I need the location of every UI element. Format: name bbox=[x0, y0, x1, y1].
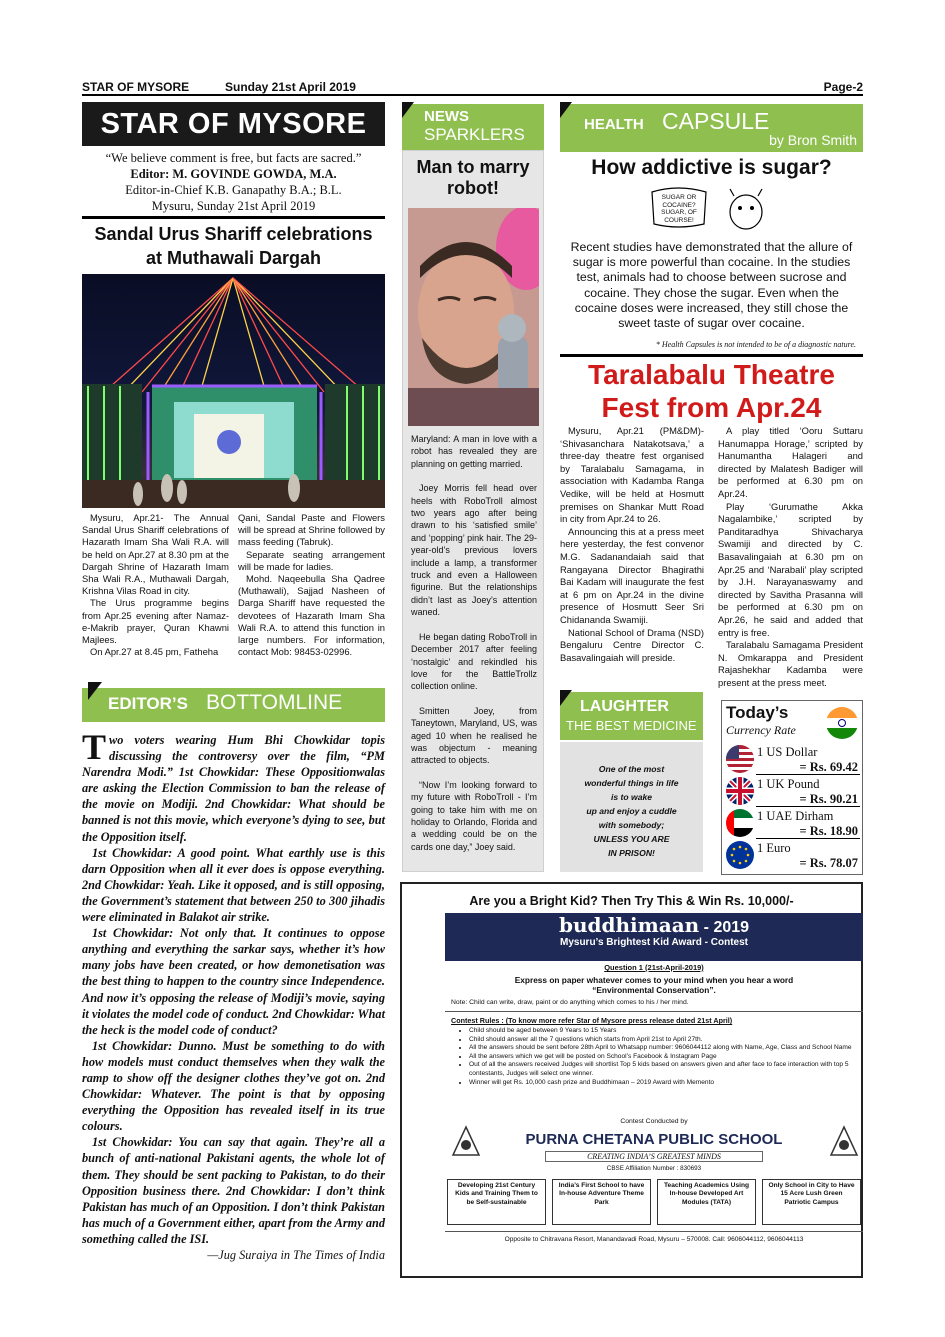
joke-line: is to wake bbox=[610, 792, 653, 802]
ad-question-line: Express on paper whatever comes to your mind when you hear a word bbox=[514, 975, 794, 985]
sandal-paragraph: Qani, Sandal Paste and Flowers will be spread at Shrine followed by mass feeding (Tabruk). bbox=[238, 512, 385, 548]
theatre-paragraph: Play ‘Gurumathe Akka Nagalambike,’ scripted by Panditaradhya Shivacharya Swamiji and directed by C. Basavalingaiah at 6.30 pm on Apr.25 and ‘Narabali’ play scripted by J.H. Narayanaswamy and directed by Savitha Prasanna will be performed at 6.30 pm on Apr.26, he said and added that entry is free. bbox=[718, 500, 863, 638]
masthead-motto: “We believe comment is free, but facts are sacred.” bbox=[105, 151, 362, 165]
masthead-info bbox=[82, 150, 385, 214]
robot-paragraph: Joey Morris fell head over heels with RoboTroll almost two years ago after being drawn to his ‘satisfied smile’ and ‘popping’ pink hair. The 29-year-old’s previous lovers include a lamp, a transformer truck and even a Halloween figurine. But the relationships didn’t last as Joey’s attention waned. bbox=[411, 483, 537, 618]
editors-column-text bbox=[82, 727, 385, 1263]
theatre-headline-line1: Taralabalu Theatre bbox=[588, 359, 835, 390]
corner-mark-icon bbox=[402, 102, 414, 118]
school-feature: Only School in City to Have 15 Acre Lush Green Patriotic Campus bbox=[762, 1179, 861, 1225]
ad-headline: Are you a Bright Kid? Then Try This & Win Rs. 10,000/- bbox=[469, 894, 794, 908]
health-label: HEALTH bbox=[584, 116, 644, 133]
ad-rule: • Child should be aged between 9 Years to 15 Years bbox=[469, 1027, 861, 1036]
ad-note: Note: Child can write, draw, paint or do anything which comes to his / her mind. bbox=[451, 999, 689, 1006]
ad-brand: buddhimaan bbox=[558, 913, 700, 937]
school-feature: India’s First School to have In-house Adventure Theme Park bbox=[552, 1179, 651, 1225]
dargah-illumination-illustration bbox=[82, 274, 385, 508]
uk-flag-icon bbox=[726, 777, 754, 805]
ad-rules-title: Contest Rules : (To know more refer Star of Mysore press release dated 21st April) bbox=[451, 1016, 733, 1025]
ad-conducted-by: Contest Conducted by bbox=[620, 1118, 688, 1125]
sandal-headline-line2: at Muthawali Dargah bbox=[145, 248, 322, 268]
capsule-label: CAPSULE bbox=[662, 108, 770, 134]
editor-paragraph: 1st Chowkidar: Dunno. Must be something to do with how models must conduct themselves when they walk the ramp to show off the designer clothes they’ve got on. 2nd Chowkidar: Whatever. The point is that by opposing everything the Opposition has revealed itself in its true colours. bbox=[82, 1038, 385, 1134]
ad-question-number: Question 1 (21st-April-2019) bbox=[604, 963, 704, 972]
theatre-paragraph: Taralabalu Samagama President N. Omkarappa and President Rajashekhar Kadamba were present at the press meet. bbox=[718, 639, 863, 688]
ad-brand-banner bbox=[445, 913, 863, 961]
editor-credit: —Jug Suraiya in The Times of India bbox=[207, 1248, 385, 1262]
header-date: Sunday 21st April 2019 bbox=[225, 80, 356, 94]
editor-paragraph: 1st Chowkidar: You can say that again. They’re all a bunch of anti-national Pakistani agents, the whole lot of them. They should be sent packing to Pakistan, to do their Opposition business there. 2nd Chowkidar: I don’t think Pakistan has much of an Opposition. I don’t think Pakistan has much of a Government either, apart from the Army and something called the ISI. bbox=[82, 1135, 385, 1246]
bottomline-label: BOTTOMLINE bbox=[206, 691, 343, 714]
robot-article-text bbox=[411, 433, 537, 853]
sandal-paragraph: Mohd. Naqeebulla Sha Qadree (Muthawali), Sajjad Nasheen of Darga Shariff have requested the devotees of Hazarath Imam Sha Wali R.A. to attend this function in large numbers. For information, contact Mob: 98453-02996. bbox=[238, 573, 385, 658]
currency-value: = Rs. 90.21 bbox=[799, 792, 858, 806]
masthead-dateline: Mysuru, Sunday 21st April 2019 bbox=[151, 199, 316, 213]
currency-subtitle: Currency Rate bbox=[726, 723, 796, 737]
ad-rule: • Winner will get Rs. 10,000 cash prize and Buddhimaan – 2019 Award with Memento bbox=[469, 1079, 861, 1088]
robot-headline-line1: Man to marry bbox=[416, 157, 530, 177]
dargah-photo bbox=[82, 274, 385, 508]
currency-title: Today’s bbox=[726, 703, 789, 722]
health-question: How addictive is sugar? bbox=[591, 156, 832, 179]
health-byline: by Bron Smith bbox=[769, 132, 857, 148]
theatre-headline bbox=[560, 358, 863, 424]
header-paper-name: STAR OF MYSORE bbox=[82, 80, 190, 94]
ad-question-line: “Environmental Conservation”. bbox=[592, 985, 716, 995]
ad-rule: • Out of all the answers received Judges will shortlist Top 5 kids based on answers given and after face to face interaction with top 5 contestants, Judges will select one winner. bbox=[469, 1061, 861, 1078]
health-body: Recent studies have demonstrated that the allure of sugar is more powerful than cocaine. In the studies test, animals had to choose between sucrose and cocaine. They chose the sugar. Even when the cocaine doses were increased, they still chose the sweet taste of sugar over cocaine. bbox=[570, 240, 853, 331]
masthead-title: STAR OF MYSORE bbox=[82, 102, 385, 146]
currency-name: 1 UAE Dirham bbox=[757, 809, 834, 823]
sandal-paragraph: Mysuru, Apr.21- The Annual Sandal Urus Shariff celebrations of Hazarath Imam Sha Wali R.A. will be held on Apr.27 at 8.30 pm at the Dargah Shrine of Hazarath Imam Sha Wali R.A., Muthawali Dargah, Krishna Vilas Road in city. bbox=[82, 512, 229, 597]
school-features bbox=[447, 1179, 861, 1225]
ad-flyer bbox=[445, 913, 865, 1251]
currency-rate-box bbox=[721, 700, 863, 875]
editors-bottomline-bar bbox=[82, 688, 385, 722]
currency-name: 1 UK Pound bbox=[757, 777, 820, 791]
theatre-paragraph: Mysuru, Apr.21 (PM&DM)- ‘Shivasanchara Natakotsava,’ a three-day theatre fest organised by Taralabalu Samagama, in association with Kadamba Ranga Vedike, will be held at Hosmutt premises on Shankar Mutt Road in city from Apr.24 to 26. bbox=[560, 425, 704, 525]
laughter-box bbox=[560, 742, 703, 872]
joke-line: up and enjoy a cuddle bbox=[586, 806, 677, 816]
theatre-column-1 bbox=[560, 425, 704, 664]
sandal-column-2 bbox=[238, 512, 385, 658]
theatre-headline-line2: Fest from Apr.24 bbox=[601, 392, 822, 423]
school-tagline: CREATING INDIA’S GREATEST MINDS bbox=[545, 1151, 763, 1162]
robot-headline bbox=[403, 157, 543, 199]
laughter-bar bbox=[560, 692, 703, 740]
corner-mark-icon bbox=[88, 682, 102, 700]
school-feature: Developing 21st Century Kids and Training Them to be Self-sustainable bbox=[447, 1179, 546, 1225]
best-medicine-label: THE BEST MEDICINE bbox=[566, 718, 697, 733]
ad-brand-year: - 2019 bbox=[703, 919, 750, 936]
robot-paragraph: Maryland: A man in love with a robot has revealed they are planning on getting married. bbox=[411, 434, 537, 469]
news-sparklers-bar bbox=[402, 104, 544, 150]
news-sparklers-box bbox=[402, 150, 544, 872]
editors-label: EDITOR’S bbox=[108, 694, 188, 713]
corner-mark-icon bbox=[560, 690, 572, 706]
sugar-cartoon bbox=[648, 186, 774, 234]
eu-flag-icon bbox=[726, 841, 754, 869]
sandal-paragraph: On Apr.27 at 8.45 pm, Fatheha bbox=[90, 646, 219, 658]
masthead-divider bbox=[82, 216, 385, 219]
news-label: NEWS bbox=[424, 108, 469, 125]
school-address: Opposite to Chitravana Resort, Manandavadi Road, Mysuru – 570008. Call: 9606044112, 9606044113 bbox=[445, 1231, 863, 1247]
health-capsule-bar bbox=[560, 104, 863, 152]
joke-text bbox=[560, 742, 703, 860]
drop-cap: T bbox=[82, 727, 107, 767]
masthead-editor-in-chief: Editor-in-Chief K.B. Ganapathy B.A.; B.L. bbox=[125, 183, 342, 197]
cartoon-caption: SUGAR OR COCAINE? SUGAR, OF COURSE! bbox=[661, 194, 697, 224]
currency-row-usd bbox=[722, 743, 862, 775]
sandal-headline bbox=[82, 222, 385, 270]
uae-flag-icon bbox=[726, 809, 754, 837]
ad-subtitle: Mysuru’s Brightest Kid Award - Contest bbox=[560, 937, 748, 948]
sandal-column-1 bbox=[82, 512, 229, 658]
us-flag-icon bbox=[726, 745, 754, 773]
header-page-number: Page-2 bbox=[823, 80, 863, 94]
robot-paragraph: Smitten Joey, from Taneytown, Maryland, US, was aged 10 when he realised he was objectum - meaning attracted to objects. bbox=[411, 705, 537, 766]
editor-paragraph: wo voters wearing Hum Bhi Chowkidar topis discussing the controversy over the film, “PM Narendra Modi.” 1st Chowkidar: These Oppositionwalas are asking the Election Commission to ban the release of the movie on Modiji. 2nd Chowkidar: What should be banned is not this movie, which everyone’s dying to see, but the Opposition itself. bbox=[82, 733, 385, 844]
india-flag-icon bbox=[826, 707, 858, 739]
health-disclaimer: * Health Capsules is not intended to be of a diagnostic nature. bbox=[655, 340, 856, 349]
ad-rule: • Child should answer all the 7 questions which starts from April 21st to April 27th. bbox=[469, 1036, 861, 1045]
currency-row-aed bbox=[722, 807, 862, 839]
robot-paragraph: “Now I’m looking forward to my future with RoboTroll - I’m going to take him with me on holiday to Orlando, Florida and a wedding could be on the cards one day,” Joey said. bbox=[411, 779, 537, 852]
corner-mark-icon bbox=[560, 102, 572, 118]
sandal-paragraph: Separate seating arrangement will be made for ladies. bbox=[238, 548, 385, 572]
currency-name: 1 Euro bbox=[757, 841, 791, 855]
man-with-robot-illustration bbox=[408, 208, 539, 426]
joke-line: wonderful things in life bbox=[584, 778, 679, 788]
ad-rule: • All the answers which we get will be posted on School’s Facebook & Instagram Page bbox=[469, 1053, 861, 1062]
currency-value: = Rs. 69.42 bbox=[799, 760, 858, 774]
theatre-column-2 bbox=[718, 425, 863, 689]
sandal-headline-line1: Sandal Urus Shariff celebrations bbox=[94, 224, 373, 244]
currency-value: = Rs. 78.07 bbox=[799, 856, 858, 870]
joke-line: IN PRISON! bbox=[608, 848, 655, 858]
school-feature: Teaching Academics Using In-house Developed Art Modules (TATA) bbox=[657, 1179, 756, 1225]
robot-paragraph: He began dating RoboTroll in December 2017 after feeling ‘nostalgic’ and rekindled his love for the BattleTrollz collection online. bbox=[411, 631, 537, 692]
health-divider bbox=[560, 354, 863, 357]
editor-paragraph: 1st Chowkidar: Not only that. It continues to oppose anything and everything the sarkar says, whether it’s how many jobs have been created, or how demonetisation was the best thing to happen to the country since Independence. And now it’s opposing the release of Modiji’s movie, saying it violates the model code of conduct. 2nd Chowkidar: What the heck is the model code of conduct? bbox=[82, 926, 385, 1037]
ad-divider bbox=[445, 1011, 863, 1012]
school-name: PURNA CHETANA PUBLIC SCHOOL bbox=[525, 1131, 783, 1148]
school-affiliation: CBSE Affiliation Number : 830693 bbox=[606, 1165, 702, 1172]
theatre-paragraph: Announcing this at a press meet here yesterday, the fest convenor M.G. Sadanandaiah said that Rangayana Director Bhagirathi Bai Kadam will inaugurate the fest at 6 pm on Apr.24 in the divine presence of Hosmutt Seer Sri Chidananda Swamiji. bbox=[560, 525, 704, 625]
currency-name: 1 US Dollar bbox=[757, 745, 818, 759]
currency-row-eur bbox=[722, 839, 862, 871]
currency-row-gbp bbox=[722, 775, 862, 807]
masthead-editor: Editor: M. GOVINDE GOWDA, M.A. bbox=[130, 167, 337, 181]
joke-line: One of the most bbox=[598, 764, 665, 774]
ad-question bbox=[445, 975, 863, 995]
theatre-paragraph: National School of Drama (NSD) Bengaluru Centre Director C. Basavalingaiah will preside. bbox=[560, 626, 704, 663]
ad-rule: • All the answers should be sent before 28th April to Whatsapp number: 9606044112 along with Name, Age, Class and School Name bbox=[469, 1044, 861, 1053]
ad-rules-list bbox=[461, 1027, 861, 1087]
robot-headline-line2: robot! bbox=[447, 178, 499, 198]
page-header bbox=[82, 78, 863, 96]
man-with-robot-photo bbox=[408, 208, 539, 426]
joke-line: with somebody; bbox=[598, 820, 665, 830]
theatre-paragraph: A play titled ‘Ooru Suttaru Hanumappa Horage,’ scripted by Hanumantha Halageri and directed by Malatesh Badiger will be performed at 6.30 pm on Apr.24. bbox=[718, 425, 863, 499]
joke-line: UNLESS YOU ARE bbox=[593, 834, 670, 844]
laughter-label: LAUGHTER bbox=[580, 698, 669, 715]
sparklers-label: SPARKLERS bbox=[424, 125, 525, 144]
editor-paragraph: 1st Chowkidar: A good point. What earthly use is this darn Opposition when all it ever does is oppose everything. 2nd Chowkidar: Yeah. Like it opposed, and is still opposing, the Government’s statement that between 250 to 300 jihadis were eliminated in Balakot air strike. bbox=[82, 845, 385, 925]
sandal-paragraph: The Urus programme begins from Apr.25 evening after Namaz-e-Makrib prayer, Quran Khawni Majlees. bbox=[82, 597, 229, 646]
currency-value: = Rs. 18.90 bbox=[799, 824, 858, 838]
